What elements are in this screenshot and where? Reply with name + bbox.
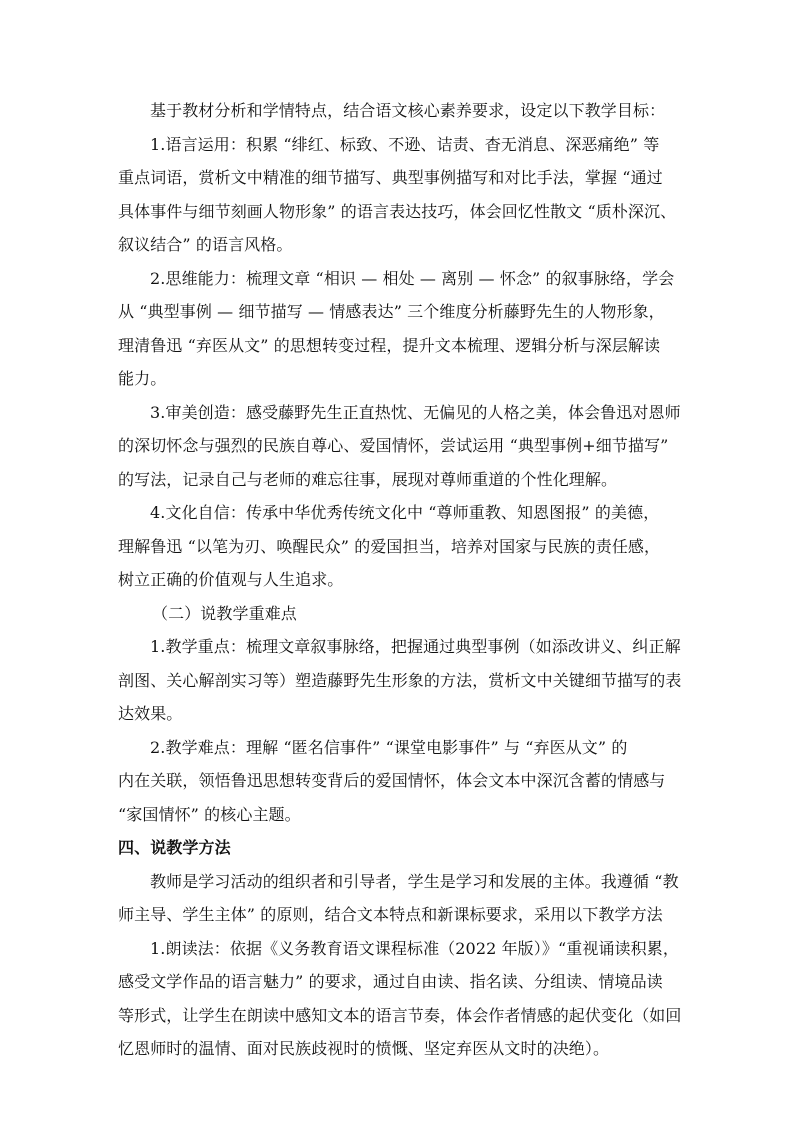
paragraph-line: 4.文化自信：传承中华优秀传统文化中 “尊师重教、知恩图报” 的美德， [150,503,660,522]
paragraph-line: 教师是学习活动的组织者和引导者，学生是学习和发展的主体。我遵循 “教 [150,872,679,891]
paragraph-line: 剖图、关心解剖实习等）塑造藤野先生形象的方法，赏析文中关键细节描写的表 [118,671,682,690]
paragraph-line: 树立正确的价值观与人生追求。 [118,570,344,589]
paragraph-line: 的写法，记录自己与老师的难忘往事，展现对尊师重道的个性化理解。 [118,470,618,489]
paragraph-line: 师主导、学生主体” 的原则，结合文本特点和新课标要求，采用以下教学方法 [118,905,663,924]
paragraph-line: “家国情怀” 的核心主题。 [118,805,301,824]
paragraph-line: 2.教学难点：理解 “匿名信事件” “课堂电影事件” 与 “弃医从文” 的 [150,738,628,757]
paragraph-line: 重点词语，赏析文中精准的细节描写、典型事例描写和对比手法，掌握 “通过 [118,168,663,187]
paragraph-line: 从 “典型事例 — 细节描写 — 情感表达” 三个维度分析藤野先生的人物形象， [118,302,665,321]
paragraph-line: 达效果。 [118,704,183,723]
paragraph-line: 理清鲁迅 “弃医从文” 的思想转变过程，提升文本梳理、逻辑分析与深层解读 [118,336,661,355]
paragraph-line: 3.审美创造：感受藤野先生正直热忱、无偏见的人格之美，体会鲁迅对恩师 [150,403,681,422]
subsection-heading: （二）说教学重难点 [152,604,297,623]
paragraph-line: 忆恩师时的温情、面对民族歧视时的愤慨、坚定弃医从文时的决绝）。 [118,1039,610,1058]
paragraph-line: 1.语言运用：积累 “绯红、标致、不逊、诘责、杳无消息、深恶痛绝” 等 [150,135,660,154]
paragraph-line: 感受文学作品的语言魅力” 的要求，通过自由读、指名读、分组读、情境品读 [118,972,663,991]
paragraph-line: 具体事件与细节刻画人物形象” 的语言表达技巧，体会回忆性散文 “质朴深沉、 [118,202,677,221]
paragraph-line: 基于教材分析和学情特点，结合语文核心素养要求，设定以下教学目标： [150,101,666,120]
paragraph-line: 内在关联，领悟鲁迅思想转变背后的爱国情怀，体会文本中深沉含蓄的情感与 [118,771,666,790]
paragraph-line: 理解鲁迅 “以笔为刃、唤醒民众” 的爱国担当，培养对国家与民族的责任感， [118,537,661,556]
paragraph-line: 能力。 [118,369,167,388]
paragraph-line: 2.思维能力：梳理文章 “相识 — 相处 — 离别 — 怀念” 的叙事脉络，学会 [150,269,675,288]
paragraph-line: 1.教学重点：梳理文章叙事脉络，把握通过典型事例（如添改讲义、纠正解 [150,637,681,656]
paragraph-line: 的深切怀念与强烈的民族自尊心、爱国情怀，尝试运用 “典型事例+细节描写” [118,436,669,455]
section-heading: 四、说教学方法 [118,838,231,857]
paragraph-line: 叙议结合” 的语言风格。 [118,235,293,254]
paragraph-line: 等形式，让学生在朗读中感知文本的语言节奏，体会作者情感的起伏变化（如回 [118,1006,682,1025]
paragraph-line: 1.朗读法：依据《义务教育语文课程标准（2022 年版）》“重视诵读积累， [150,939,679,958]
